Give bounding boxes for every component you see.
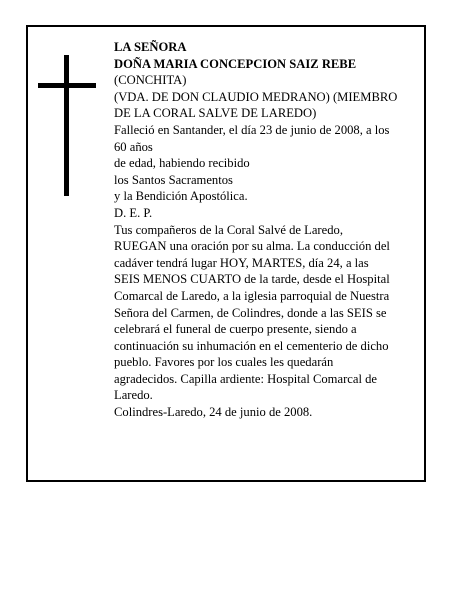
body-line: Comarcal de Laredo, a la iglesia parroquial de Nuestra — [114, 288, 390, 303]
body-line: cadáver tendrá lugar HOY, MARTES, día 24, a las — [114, 255, 369, 270]
body-line: Laredo. — [114, 388, 153, 403]
body-line: los Santos Sacramentos — [114, 172, 233, 187]
age-line: 60 años — [114, 139, 153, 154]
place-date-line: Colindres-Laredo, 24 de junio de 2008. — [114, 405, 313, 420]
title-line: LA SEÑORA — [114, 40, 187, 54]
deceased-name: DOÑA MARIA CONCEPCION SAIZ REBE — [114, 56, 357, 71]
body-line: celebrará el funeral de cuerpo presente, siendo a — [114, 322, 357, 337]
body-line: Tus compañeros de la Coral Salvé de Laredo, — [114, 222, 343, 237]
rip-line: D. E. P. — [114, 205, 153, 220]
body-line: pueblo. Favores por los cuales les quedarán — [114, 355, 334, 370]
widow-line-cont: DE LA CORAL SALVE DE LAREDO) — [114, 106, 317, 121]
obituary-text — [114, 39, 426, 421]
body-line: SEIS MENOS CUARTO de la tarde, desde el Hospital — [114, 272, 390, 287]
body-line: RUEGAN una oración por su alma. La conducción del — [114, 239, 390, 254]
cross-icon — [64, 55, 69, 196]
nickname: (CONCHITA) — [114, 73, 187, 88]
body-line: agradecidos. Capilla ardiente: Hospital Comarcal de — [114, 371, 377, 386]
body-line: y la Bendición Apostólica. — [114, 189, 248, 204]
cross-icon-crossbar — [38, 83, 96, 88]
body-line: continuación su inhumación en el cementerio de dicho — [114, 338, 389, 353]
body-line: de edad, habiendo recibido — [114, 156, 250, 171]
body-line: Señora del Carmen, de Colindres, donde a las SEIS se — [114, 305, 387, 320]
widow-line: (VDA. DE DON CLAUDIO MEDRANO) (MIEMBRO — [114, 89, 398, 104]
death-line: Falleció en Santander, el día 23 de junio de 2008, a los — [114, 122, 390, 137]
